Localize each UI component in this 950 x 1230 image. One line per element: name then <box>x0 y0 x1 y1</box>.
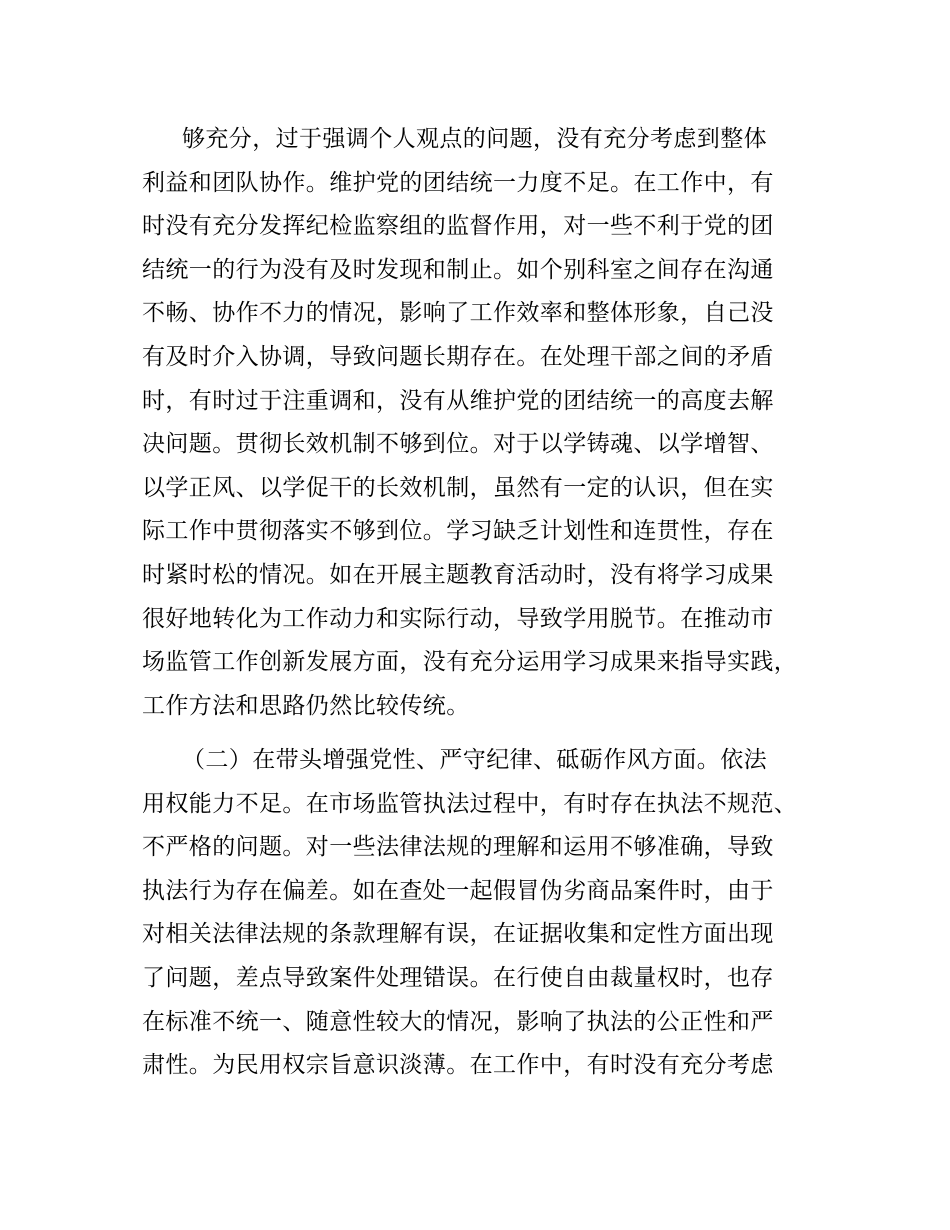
text-line: 不严格的问题。对一些法律法规的理解和运用不够准确，导致 <box>142 834 774 861</box>
text-line: 不畅、协作不力的情况，影响了工作效率和整体形象，自己没 <box>142 300 774 327</box>
text-line: 时紧时松的情况。如在开展主题教育活动时，没有将学习成果 <box>142 561 774 588</box>
text-line: 时，有时过于注重调和，没有从维护党的团结统一的高度去解 <box>142 387 774 414</box>
text-line: （二）在带头增强党性、严守纪律、砥砺作风方面。依法 <box>182 747 767 773</box>
text-line: 了问题，差点导致案件处理错误。在行使自由裁量权时，也存 <box>142 964 774 991</box>
text-line: 执法行为存在偏差。如在查处一起假冒伪劣商品案件时，由于 <box>142 877 774 904</box>
text-line: 利益和团队协作。维护党的团结统一力度不足。在工作中，有 <box>142 169 774 196</box>
text-line: 以学正风、以学促干的长效机制，虽然有一定的认识，但在实 <box>142 474 774 501</box>
text-line: 场监管工作创新发展方面，没有充分运用学习成果来指导实践， <box>142 649 798 676</box>
text-line: 有及时介入协调，导致问题长期存在。在处理干部之间的矛盾 <box>142 343 774 370</box>
text-line: 时没有充分发挥纪检监察组的监督作用，对一些不利于党的团 <box>142 213 774 240</box>
text-line: 决问题。贯彻长效机制不够到位。对于以学铸魂、以学增智、 <box>142 431 774 458</box>
text-line: 肃性。为民用权宗旨意识淡薄。在工作中，有时没有充分考虑 <box>142 1052 774 1079</box>
text-line: 结统一的行为没有及时发现和制止。如个别科室之间存在沟通 <box>142 256 774 283</box>
text-line: 际工作中贯彻落实不够到位。学习缺乏计划性和连贯性，存在 <box>142 518 774 545</box>
text-line: 在标准不统一、随意性较大的情况，影响了执法的公正性和严 <box>142 1008 774 1035</box>
paragraph-2 <box>142 739 822 1088</box>
text-line: 很好地转化为工作动力和实际行动，导致学用脱节。在推动市 <box>142 605 774 632</box>
text-line: 够充分，过于强调个人观点的问题，没有充分考虑到整体 <box>182 126 767 152</box>
text-line: 用权能力不足。在市场监管执法过程中，有时存在执法不规范、 <box>142 790 798 817</box>
text-line: 工作方法和思路仍然比较传统。 <box>142 692 470 719</box>
paragraph-1 <box>142 118 822 728</box>
text-line: 对相关法律法规的条款理解有误，在证据收集和定性方面出现 <box>142 921 774 948</box>
